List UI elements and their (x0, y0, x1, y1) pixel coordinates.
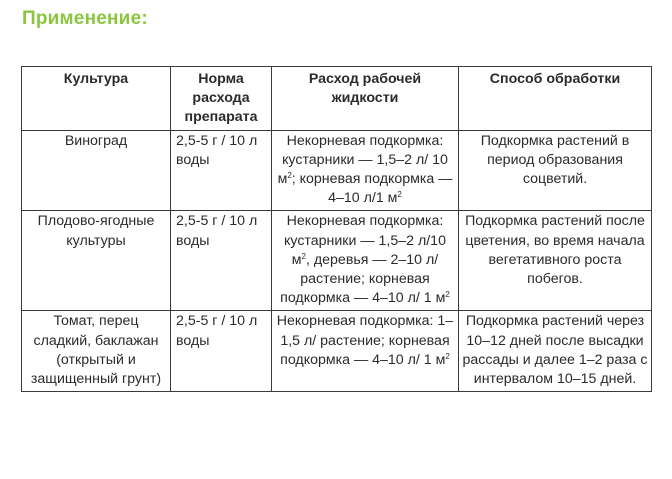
cell-liquid (272, 211, 459, 311)
liquid-text: Некорневая подкормка: кустарники — 1,5–2 л/10 м (284, 213, 446, 268)
table-body (22, 130, 652, 392)
liquid-text: Некорневая подкормка: кустарники — 1,5–2 л/ 10 м (277, 132, 448, 188)
cell-rate: 2,5-5 г / 10 л воды (171, 130, 272, 211)
cell-rate: 2,5-5 г / 10 л воды (171, 211, 272, 311)
cell-liquid (272, 130, 459, 211)
header-liquid: Расход рабочей жидкости (272, 67, 459, 131)
header-rate: Норма расхода препарата (171, 67, 272, 131)
superscript: 2 (301, 251, 306, 261)
header-method: Способ обработки (459, 67, 652, 131)
cell-method: Подкормка растений через 10–12 дней после высадки рассады и далее 1–2 раза с интервалом 10–15 дней. (459, 311, 652, 392)
usage-table (21, 66, 652, 392)
table-row (22, 311, 652, 392)
liquid-text: , деревья — 2–10 л/растение; корневая подкормка — 4–10 л/ 1 м (280, 251, 446, 307)
superscript: 2 (397, 190, 402, 200)
table-row (22, 211, 652, 311)
section-title: Применение: (22, 8, 148, 29)
superscript: 2 (287, 171, 292, 181)
cell-liquid (272, 311, 459, 392)
liquid-text: Некорневая подкормка: 1–1,5 л/ растение; корневая подкормка — 4–10 л/ 1 м (276, 313, 454, 368)
table-row (22, 130, 652, 211)
cell-rate: 2,5-5 г / 10 л воды (171, 311, 272, 392)
superscript: 2 (445, 290, 450, 300)
header-culture: Культура (22, 67, 171, 131)
table-header (22, 67, 652, 131)
cell-culture: Плодово-ягодные культуры (22, 211, 171, 311)
cell-culture: Томат, перец сладкий, баклажан (открытый и защищенный грунт) (22, 311, 171, 392)
liquid-text: ; корневая подкормка — 4–10 л/1 м (291, 171, 453, 207)
superscript: 2 (445, 351, 450, 361)
cell-method: Подкормка растений после цветения, во время начала вегетативного роста побегов. (459, 211, 652, 311)
cell-culture: Виноград (22, 130, 171, 211)
header-row (22, 67, 652, 131)
cell-method: Подкормка растений в период образования соцветий. (459, 130, 652, 211)
